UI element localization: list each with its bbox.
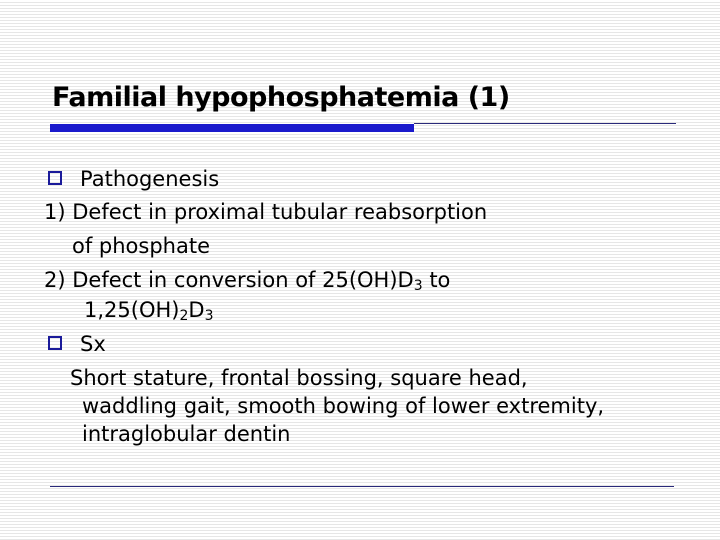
pathogenesis-item-2-line-2 xyxy=(84,298,214,324)
item-2-subscript: 3 xyxy=(413,278,423,294)
sx-line-3: intraglobular dentin xyxy=(82,422,291,446)
hollow-square-bullet-icon xyxy=(48,171,62,185)
item-2-formula-sub-1: 2 xyxy=(179,308,189,324)
pathogenesis-item-2-line-1 xyxy=(44,268,451,294)
item-2-formula-sub-2: 3 xyxy=(204,308,214,324)
item-2-tail: to xyxy=(422,268,451,292)
sx-line-1: Short stature, frontal bossing, square head, xyxy=(70,366,528,390)
pathogenesis-item-1-line-2: of phosphate xyxy=(72,234,211,258)
hollow-square-bullet-icon xyxy=(48,336,62,350)
bullet-pathogenesis-label: Pathogenesis xyxy=(80,167,220,191)
item-2-formula-a: 1,25(OH) xyxy=(84,298,180,322)
item-2-text: 2) Defect in conversion of 25(OH)D xyxy=(44,268,414,292)
sx-line-2: waddling gait, smooth bowing of lower extremity, xyxy=(82,394,605,418)
footer-rule xyxy=(50,486,674,487)
pathogenesis-item-1-line-1: 1) Defect in proximal tubular reabsorption xyxy=(44,200,488,224)
item-2-formula-b: D xyxy=(188,298,205,322)
bullet-sx-label: Sx xyxy=(80,332,106,356)
slide-title: Familial hypophosphatemia (1) xyxy=(52,82,510,113)
